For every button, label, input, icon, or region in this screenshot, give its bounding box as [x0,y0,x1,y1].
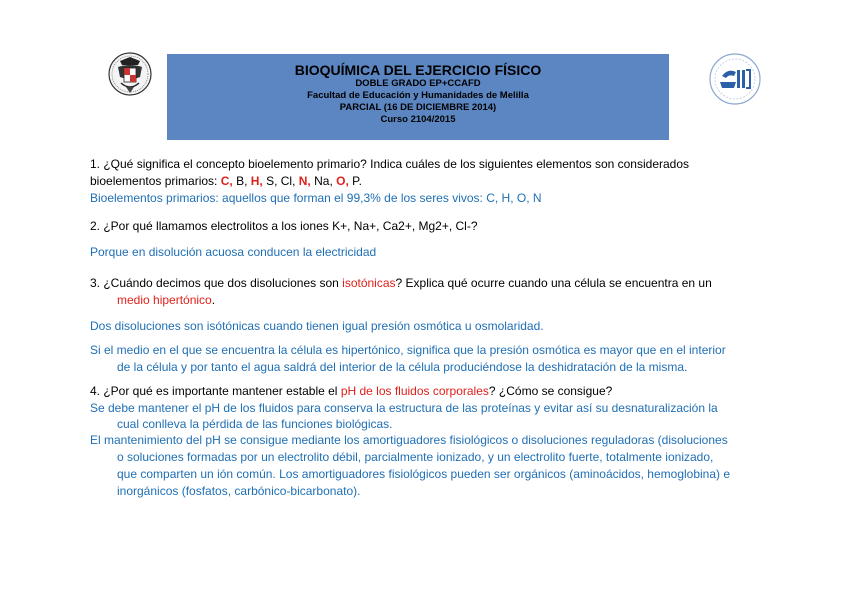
answer-3-paragraph-2-line-2: de la célula y por tanto el agua saldrá del interior de la célula produciéndose la deshidratación de la misma. [117,360,688,374]
question-4-text-a: 4. ¿Por qué es importante mantener estable el [90,384,341,398]
university-crest-icon [108,47,152,101]
question-3-line-1 [90,276,712,292]
element-c: C, [220,174,233,188]
element-p: P. [348,174,362,188]
element-b: B, [232,174,248,188]
answer-1: Bioelementos primarios: aquellos que forman el 99,3% de los seres vivos: C, H, O, N [90,191,542,205]
degree-line: DOBLE GRADO EP+CCAFD [355,78,481,89]
document-title: BIOQUÍMICA DEL EJERCICIO FÍSICO [294,62,542,78]
element-cl: Cl, [277,174,296,188]
faculty-logo-icon [708,52,762,106]
answer-4-paragraph-2-line-2: o soluciones formadas por un electrolito débil, parcialmente ionizado, y un electrolito fuerte, totalmente ionizado, [117,450,714,464]
header-banner [167,54,669,140]
question-4-text-b: ? ¿Cómo se consigue? [488,384,613,398]
answer-2: Porque en disolución acuosa conducen la electricidad [90,245,377,259]
question-4 [90,384,612,400]
question-1-line-1: 1. ¿Qué significa el concepto bioelemento primario? Indica cuáles de los siguientes elementos son considerados [90,157,690,171]
answer-4-paragraph-2-line-3: que comparten un ión común. Los amortiguadores fisiológicos pueden ser orgánicos (aminoácidos, hemoglobina) e [117,467,731,481]
element-s: S, [262,174,278,188]
element-na: Na, [310,174,333,188]
answer-4-paragraph-2-line-1: El mantenimiento del pH se consigue mediante los amortiguadores fisiológicos o disoluciones reguladoras (disoluciones [90,433,728,447]
question-3-highlight-hypertonic: medio hipertónico [117,293,212,307]
answer-3-paragraph-2-line-1: Si el medio en el que se encuentra la célula es hipertónico, significa que la presión osmótica es mayor que en el interior [90,343,726,357]
question-3-text-c: . [211,293,216,307]
question-3-text-a: 3. ¿Cuándo decimos que dos disoluciones son [90,276,343,290]
element-n: N, [295,174,311,188]
question-3-line-2 [90,293,215,309]
element-h: H, [247,174,263,188]
question-1-line-2 [90,174,362,190]
question-4-highlight-ph: pH de los fluidos corporales [340,384,489,398]
question-3-highlight-isotonic: isotónicas [342,276,396,290]
element-o: O, [332,174,349,188]
faculty-line: Facultad de Educación y Humanidades de Melilla [307,90,529,101]
answer-4-paragraph-1-line-1: Se debe mantener el pH de los fluidos para conserva la estructura de las proteínas y evitar así su desnaturalización la [90,401,718,415]
answer-4-paragraph-2-line-4: inorgánicos (fosfatos, carbónico-bicarbonato). [117,484,361,498]
question-2: 2. ¿Por qué llamamos electrolitos a los iones K+, Na+, Ca2+, Mg2+, Cl-? [90,219,478,233]
course-line: Curso 2104/2015 [380,114,456,125]
question-1-prefix: bioelementos primarios: [90,174,221,188]
answer-3-paragraph-1: Dos disoluciones son isótónicas cuando tienen igual presión osmótica u osmolaridad. [90,319,544,333]
question-3-text-b: ? Explica qué ocurre cuando una célula se encuentra en un [395,276,712,290]
answer-4-paragraph-1-line-2: cual conlleva la pérdida de las funciones biológicas. [117,417,393,431]
exam-date-line: PARCIAL (16 DE DICIEMBRE 2014) [339,102,497,113]
